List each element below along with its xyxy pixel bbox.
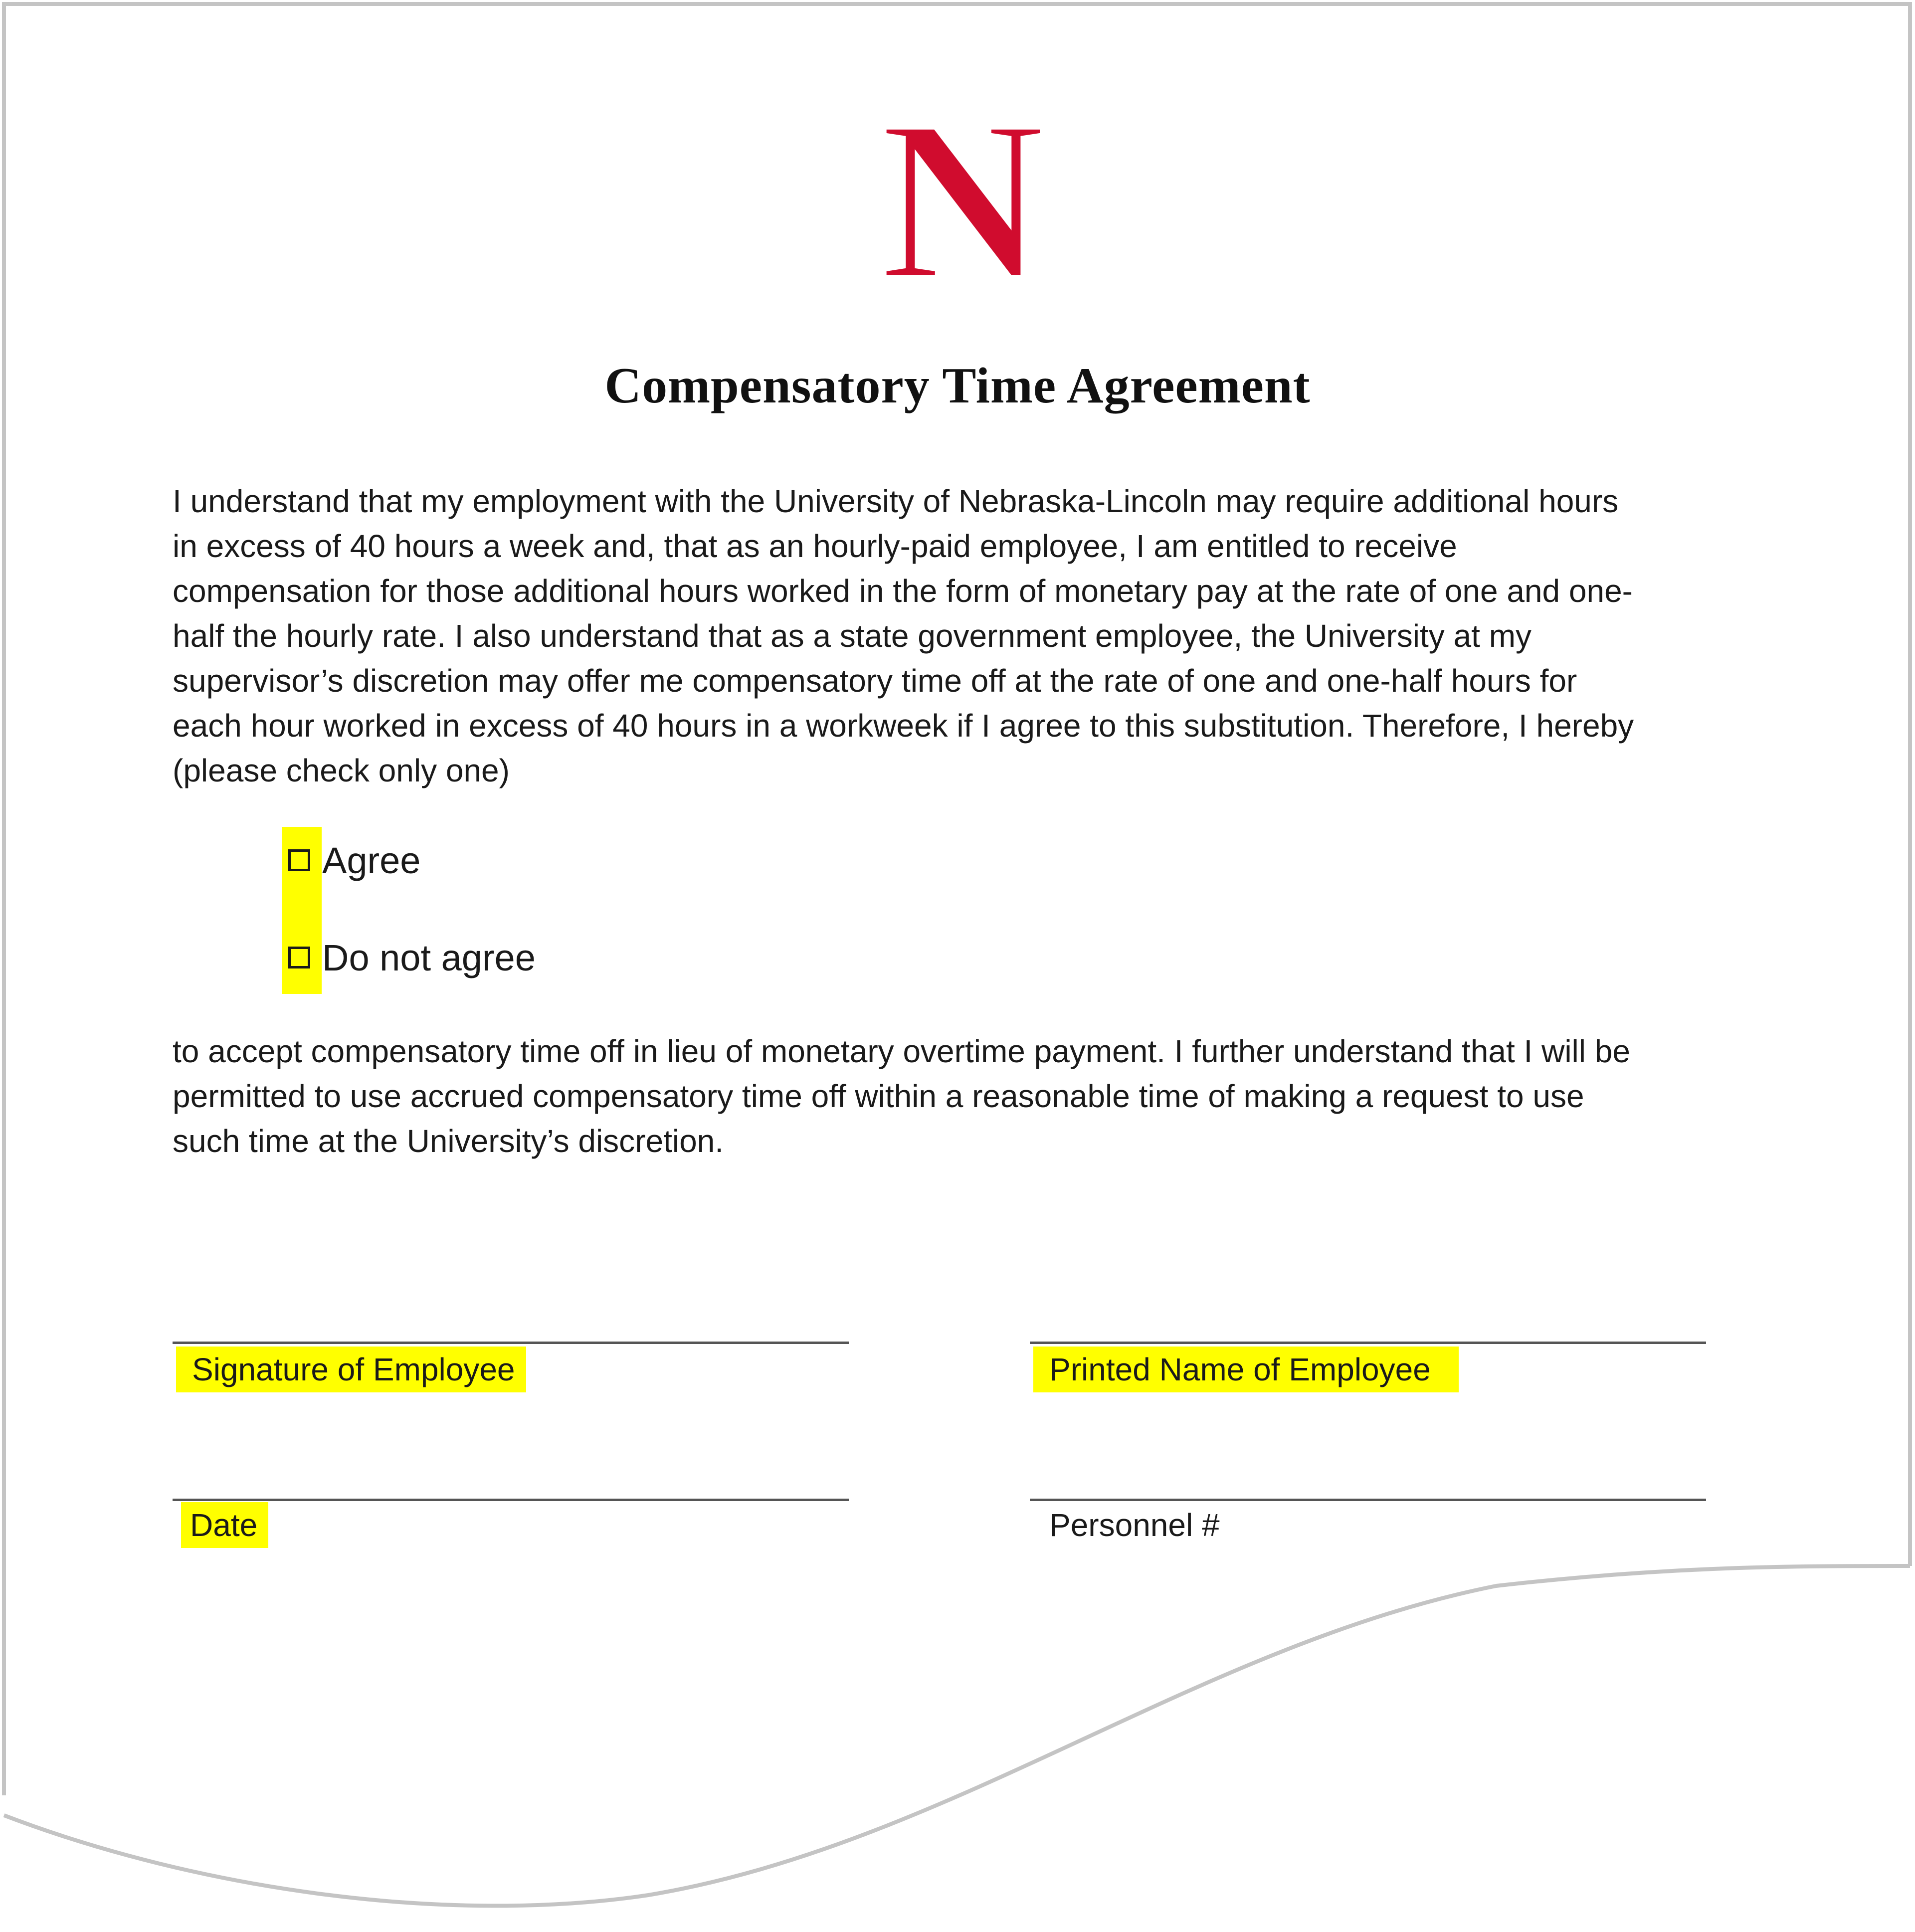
paragraph-line: supervisor’s discretion may offer me compensatory time off at the rate of one and one-half hours for xyxy=(173,663,1577,699)
signature-line[interactable] xyxy=(173,1342,849,1344)
paragraph-line: each hour worked in excess of 40 hours in a workweek if I agree to this substitution. Therefore, I hereby xyxy=(173,708,1634,744)
date-line[interactable] xyxy=(173,1499,849,1501)
paragraph-line: (please check only one) xyxy=(173,753,510,788)
disagree-option[interactable] xyxy=(288,935,536,980)
agree-option[interactable] xyxy=(288,838,420,883)
agree-checkbox[interactable] xyxy=(288,849,310,871)
paragraph-line: compensation for those additional hours worked in the form of monetary pay at the rate of one and one- xyxy=(173,573,1633,609)
intro-paragraph xyxy=(173,479,1763,793)
paragraph-line: I understand that my employment with the University of Nebraska-Lincoln may require additional hours xyxy=(173,483,1619,519)
university-logo xyxy=(870,114,1055,286)
personnel-number-line[interactable] xyxy=(1030,1499,1706,1501)
closing-paragraph xyxy=(173,1029,1763,1163)
paragraph-line: in excess of 40 hours a week and, that as an hourly-paid employee, I am entitled to receive xyxy=(173,528,1457,564)
page-title: Compensatory Time Agreement xyxy=(604,358,1311,414)
printed-name-label: Printed Name of Employee xyxy=(1033,1347,1459,1392)
date-label: Date xyxy=(181,1502,268,1548)
agree-label: Agree xyxy=(322,839,421,881)
disagree-checkbox[interactable] xyxy=(288,947,310,968)
paragraph-line: half the hourly rate. I also understand that as a state government employee, the University at my xyxy=(173,618,1532,654)
logo-letter: N xyxy=(879,114,1046,286)
paragraph-line: permitted to use accrued compensatory time off within a reasonable time of making a request to use xyxy=(173,1078,1584,1114)
personnel-number-label: Personnel # xyxy=(1049,1507,1220,1543)
signature-label: Signature of Employee xyxy=(176,1347,526,1392)
disagree-label: Do not agree xyxy=(322,937,536,978)
paragraph-line: to accept compensatory time off in lieu of monetary overtime payment. I further understand that I will be xyxy=(173,1033,1630,1069)
printed-name-line[interactable] xyxy=(1030,1342,1706,1344)
paragraph-line: such time at the University’s discretion. xyxy=(173,1123,724,1159)
